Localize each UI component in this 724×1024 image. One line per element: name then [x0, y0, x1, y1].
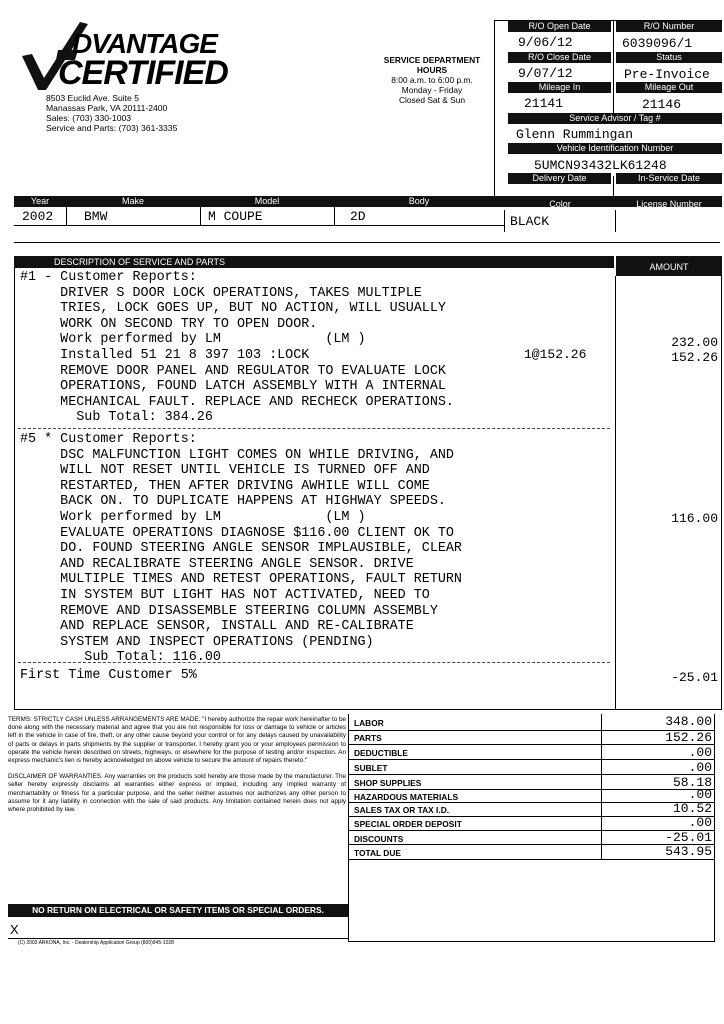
- total-row: [348, 774, 714, 790]
- total-value: -25.01: [665, 830, 712, 845]
- address-line: 8503 Euclid Ave. Suite 5: [46, 93, 140, 103]
- job-line: DSC MALFUNCTION LIGHT COMES ON WHILE DRIVING, AND: [20, 447, 454, 463]
- delivery-date-label: Delivery Date: [508, 173, 611, 184]
- job-line: Work performed by LM (LM ): [20, 509, 366, 525]
- job-1-description: [20, 270, 454, 426]
- total-row: [348, 730, 714, 745]
- total-value: 152.26: [665, 730, 712, 745]
- job-line: SYSTEM AND INSPECT OPERATIONS (PENDING): [20, 634, 374, 650]
- job-line: IN SYSTEM BUT LIGHT HAS NOT ACTIVATED, NEED TO: [20, 587, 430, 603]
- total-value: .00: [688, 760, 712, 775]
- total-row: [348, 744, 714, 760]
- service-hours-title: SERVICE DEPARTMENT HOURS: [383, 55, 481, 75]
- dealer-address: [46, 93, 177, 133]
- total-row: [348, 802, 714, 817]
- total-value: .00: [688, 815, 712, 830]
- total-value: 348.00: [665, 714, 712, 729]
- total-label: SHOP SUPPLIES: [354, 778, 422, 788]
- vehicle-row: [14, 196, 722, 238]
- mileage-out-label: Mileage Out: [616, 82, 722, 93]
- vin-label: Vehicle Identification Number: [508, 143, 722, 154]
- total-row: [348, 816, 714, 831]
- total-label: TOTAL DUE: [354, 848, 401, 858]
- total-value: .00: [688, 787, 712, 802]
- description-header: DESCRIPTION OF SERVICE AND PARTS: [54, 257, 226, 267]
- total-row: [348, 716, 714, 731]
- total-due-value: 543.95: [665, 844, 712, 859]
- total-label: DISCOUNTS: [354, 834, 404, 844]
- vehicle-make: BMW: [84, 209, 108, 224]
- vehicle-color: BLACK: [510, 214, 550, 229]
- vehicle-model: M COUPE: [208, 209, 263, 224]
- job-2-description: [20, 432, 462, 666]
- job-1-qty-price: 1@152.26: [524, 347, 587, 362]
- job-line: REMOVE DOOR PANEL AND REGULATOR TO EVALUATE LOCK: [20, 363, 446, 379]
- total-label: SALES TAX OR TAX I.D.: [354, 805, 450, 815]
- logo-line-2: CERTIFIED: [58, 54, 228, 92]
- make-label: Make: [121, 196, 144, 206]
- service-advisor: Glenn Rummingan: [516, 127, 634, 142]
- mileage-out: 21146: [642, 97, 682, 112]
- service-hours-line: Closed Sat & Sun: [398, 95, 466, 105]
- total-label: SPECIAL ORDER DEPOSIT: [354, 819, 462, 829]
- dealer-logo: [20, 20, 230, 92]
- no-return-text: NO RETURN ON ELECTRICAL OR SAFETY ITEMS OR SPECIAL ORDERS.: [32, 905, 324, 915]
- job-line: WORK ON SECOND TRY TO OPEN DOOR.: [20, 316, 318, 332]
- job-1-labor-amount: 232.00: [671, 335, 718, 350]
- body-label: Body: [408, 196, 430, 206]
- total-row: [348, 759, 714, 775]
- discount-label: First Time Customer 5%: [20, 668, 197, 683]
- vehicle-year: 2002: [22, 209, 54, 224]
- service-advisor-label: Service Advisor / Tag #: [508, 113, 722, 124]
- total-row: [348, 830, 714, 845]
- address-line: Manassas Park, VA 20111-2400: [46, 103, 168, 113]
- copyright-footer: (C) 2003 ARKONA, Inc. - Dealership Application Group (800)945-1028: [18, 940, 174, 946]
- total-label: HAZARDOUS MATERIALS: [354, 792, 459, 802]
- ro-close-date: 9/07/12: [518, 66, 573, 81]
- job-line: Installed 51 21 8 397 103 :LOCK: [20, 347, 310, 363]
- total-value: 58.18: [672, 775, 712, 790]
- disclaimer-text: DISCLAIMER OF WARRANTIES. Any warranties on the products sold hereby are those made by the manufacturer. The seller hereby expressly disclaims all warranties either express or implied, including any implied warranty of merchantability or fitness for a particular purpose, and the seller neither assumes nor authorizes any other person to assume for it any liability in connection with the sale of said products. Any limitation contained herein does not apply where prohibited by law.: [8, 773, 346, 814]
- job-line: TRIES, LOCK GOES UP, BUT NO ACTION, WILL USUALLY: [20, 301, 446, 317]
- total-value: .00: [688, 745, 712, 760]
- job-divider: [18, 662, 610, 663]
- total-label: LABOR: [354, 718, 384, 728]
- service-section: [14, 256, 722, 710]
- ro-status-label: Status: [616, 52, 722, 63]
- ro-status: Pre-Invoice: [624, 67, 710, 82]
- job-line: DO. FOUND STEERING ANGLE SENSOR IMPLAUSIBLE, CLEAR: [20, 541, 462, 557]
- ro-number: 6039096/1: [622, 36, 693, 51]
- total-row: [348, 844, 714, 860]
- vin-value: 5UMCN93432LK61248: [534, 158, 667, 173]
- job-line: #1 - Customer Reports:: [20, 270, 197, 285]
- license-label: License Number: [636, 199, 702, 209]
- ro-close-date-label: R/O Close Date: [508, 52, 611, 63]
- logo-line-1: DVANTAGE: [72, 28, 217, 59]
- job-line: REMOVE AND DISASSEMBLE STEERING COLUMN ASSEMBLY: [20, 603, 438, 619]
- in-service-date-label: In-Service Date: [616, 173, 722, 184]
- ro-info-box: [494, 20, 722, 198]
- discount-amount: -25.01: [671, 670, 718, 685]
- job-2-amount: 116.00: [671, 511, 718, 526]
- total-label: DEDUCTIBLE: [354, 748, 408, 758]
- address-line: Service and Parts: (703) 361-3335: [46, 123, 178, 133]
- service-hours-line: 8:00 a.m. to 6:00 p.m.: [391, 75, 473, 85]
- job-line: Sub Total: 384.26: [20, 410, 213, 426]
- signature-x: X: [10, 922, 19, 937]
- job-line: #5 * Customer Reports:: [20, 432, 197, 447]
- year-label: Year: [30, 196, 50, 206]
- job-line: EVALUATE OPERATIONS DIAGNOSE $116.00 CLIENT OK TO: [20, 525, 454, 541]
- service-hours: [368, 55, 496, 105]
- job-line: Work performed by LM (LM ): [20, 332, 366, 348]
- total-label: PARTS: [354, 733, 382, 743]
- mileage-in-label: Mileage In: [508, 82, 611, 93]
- total-value: 10.52: [672, 801, 712, 816]
- job-line: BACK ON. TO DUPLICATE HAPPENS AT HIGHWAY SPEEDS.: [20, 494, 446, 510]
- service-hours-line: Monday - Friday: [401, 85, 463, 95]
- ro-open-date: 9/06/12: [518, 35, 573, 50]
- terms-block: [8, 716, 346, 814]
- total-row: [348, 789, 714, 803]
- model-label: Model: [254, 196, 280, 206]
- job-1-part-amount: 152.26: [671, 350, 718, 365]
- terms-text: TERMS: STRICTLY CASH UNLESS ARRANGEMENTS ARE MADE. "I hereby authorize the repair work hereinafter to be done along with the necessary material and agree that you are not responsible for loss or damage to vehicle or articles left in the vehicle in case of fire, theft, or any other cause beyond your control or for any delays caused by unavailability of parts or delays in parts shipments by the supplier or transporter. I hereby grant you or your employees permission to operate the vehicle herein described on streets, highways, or elsewhere for the purpose of testing and/or inspection. An express mechanic's lien is hereby acknowledged on above vehicle to secure the amount of repairs thereto.": [8, 716, 346, 765]
- address-line: Sales: (703) 330-1003: [46, 113, 132, 123]
- job-line: WILL NOT RESET UNTIL VEHICLE IS TURNED OFF AND: [20, 463, 430, 479]
- total-label: SUBLET: [354, 763, 388, 773]
- job-divider: [18, 428, 610, 429]
- mileage-in: 21141: [524, 96, 564, 111]
- ro-open-date-label: R/O Open Date: [508, 21, 611, 32]
- job-line: RESTARTED, THEN AFTER DRIVING AWHILE WILL COME: [20, 478, 430, 494]
- job-line: MULTIPLE TIMES AND RETEST OPERATIONS, FAULT RETURN: [20, 572, 462, 588]
- job-line: OPERATIONS, FOUND LATCH ASSEMBLY WITH A INTERNAL: [20, 379, 446, 395]
- job-line: Sub Total: 116.00: [20, 650, 221, 666]
- job-line: MECHANICAL FAULT. REPLACE AND RECHECK OPERATIONS.: [20, 394, 454, 410]
- job-line: AND RECALIBRATE STEERING ANGLE SENSOR. DRIVE: [20, 556, 414, 572]
- ro-number-label: R/O Number: [616, 21, 722, 32]
- job-line: DRIVER S DOOR LOCK OPERATIONS, TAKES MULTIPLE: [20, 285, 422, 301]
- amount-header: AMOUNT: [649, 262, 689, 272]
- job-line: AND REPLACE SENSOR, INSTALL AND RE-CALIBRATE: [20, 619, 414, 635]
- color-label: Color: [549, 199, 571, 209]
- vehicle-body: 2D: [350, 209, 366, 224]
